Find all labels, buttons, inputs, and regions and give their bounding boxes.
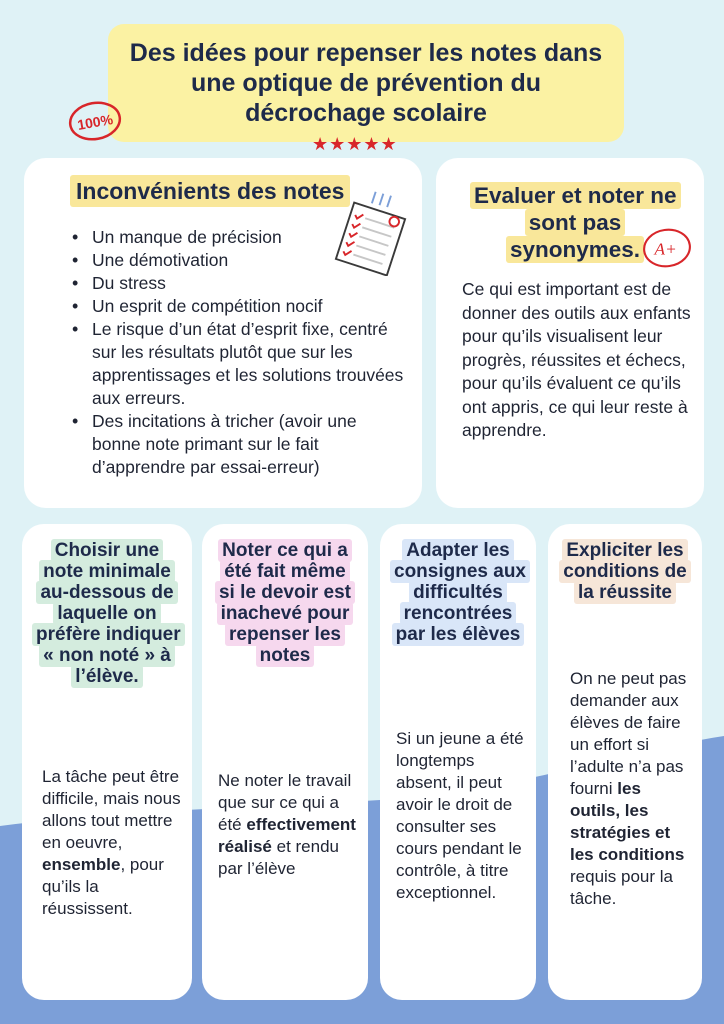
list-item: • Un esprit de compétition nocif: [68, 295, 408, 318]
idea-card-note-minimale: [22, 524, 192, 1000]
grade-text: A+: [654, 239, 677, 259]
list-item: • Une démotivation: [68, 249, 408, 272]
idea-text: Si un jeune a été longtemps absent, il peut avoir le droit de consulter ses cours pendant le contrôle, à titre exceptionnel.: [396, 729, 524, 902]
inconvenients-card: [24, 158, 422, 508]
list-item: • Du stress: [68, 272, 408, 295]
inconvenients-title: Inconvénients des notes: [70, 175, 350, 207]
title-box: [108, 24, 624, 142]
rating-stars: ★★★★★: [312, 134, 398, 154]
list-item: • Des incitations à tricher (avoir une bonne note primant sur le fait d’apprendre par essai-erreur): [68, 410, 408, 479]
idea-text: La tâche peut être difficile, mais nous allons tout mettre en oeuvre, ensemble, pour qu’ils la réussissent.: [42, 767, 181, 918]
evaluer-title: Evaluer et noter ne sont pas synonymes.: [470, 182, 681, 263]
list-item: • Un manque de précision: [68, 226, 408, 249]
inconvenients-list: [68, 226, 408, 479]
evaluer-text: Ce qui est important est de donner des outils aux enfants pour qu’ils visualisent leur progrès, réussites et échecs, pour qu’ils évaluent ce qu’ils ont appris, ce qui leur reste à apprendre.: [462, 279, 691, 440]
idea-title: Expliciter les conditions de la réussite: [559, 539, 691, 604]
idea-title: Adapter les consignes aux difficultés rencontrées par les élèves: [390, 539, 530, 646]
a-plus-grade-icon: [640, 226, 694, 270]
stamp-text: 100%: [76, 111, 115, 133]
page-title: Des idées pour repenser les notes dans une optique de prévention du décrochage scolaire: [129, 39, 603, 127]
idea-text: On ne peut pas demander aux élèves de faire un effort si l’adulte n’a pas fourni les outils, les stratégies et les conditions requis pour la tâche.: [570, 669, 687, 908]
idea-title: Noter ce qui a été fait même si le devoir est inachevé pour repenser les notes: [215, 539, 355, 667]
idea-card-adapter-les-consignes: [380, 524, 536, 1000]
idea-card-noter-ce-qui-a-ete-fait: [202, 524, 368, 1000]
list-item: • Le risque d’un état d’esprit fixe, centré sur les résultats plutôt que sur les apprentissages et les solutions trouvées aux erreurs.: [68, 318, 408, 410]
idea-title: Choisir une note minimale au-dessous de laquelle on préfère indiquer « non noté » à l’élève.: [32, 539, 185, 688]
evaluer-card: [436, 158, 704, 508]
idea-text: Ne noter le travail que sur ce qui a été effectivement réalisé et rendu par l’élève: [218, 771, 356, 878]
percent-stamp-icon: [66, 98, 124, 144]
idea-card-expliciter-les-conditions: [548, 524, 702, 1000]
